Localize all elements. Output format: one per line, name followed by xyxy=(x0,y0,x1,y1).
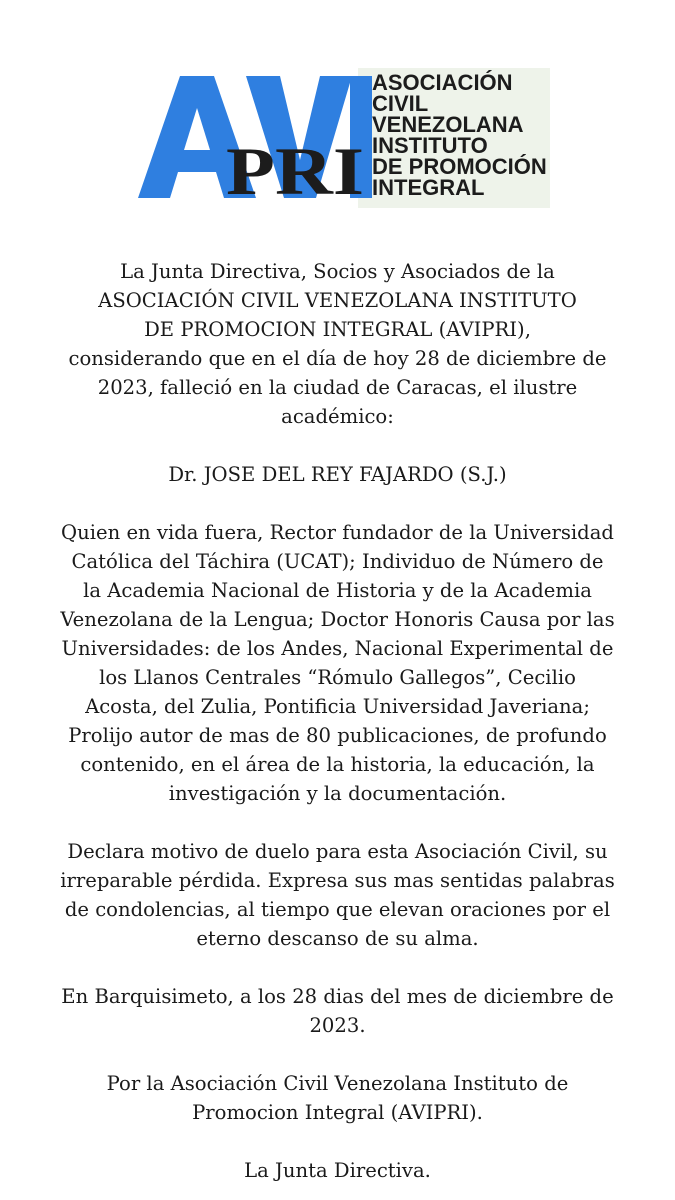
text-line: la Academia Nacional de Historia y de la Academia xyxy=(83,579,592,602)
logo-line: DE PROMOCIÓN xyxy=(372,154,547,179)
signature: La Junta Directiva. xyxy=(244,1159,431,1182)
text-line: de condolencias, al tiempo que elevan oraciones por el xyxy=(64,898,611,921)
text-line: 2023. xyxy=(309,1014,366,1037)
text-line: Por la Asociación Civil Venezolana Instituto de xyxy=(106,1072,569,1095)
text-line: Universidades: de los Andes, Nacional Experimental de xyxy=(61,637,614,660)
text-line: En Barquisimeto, a los 28 dias del mes de diciembre de xyxy=(61,985,614,1008)
text-line: Venezolana de la Lengua; Doctor Honoris Causa por las xyxy=(60,608,615,631)
text-line: los Llanos Centrales “Rómulo Gallegos”, Cecilio xyxy=(99,666,576,689)
place-date-paragraph xyxy=(30,982,645,1040)
text-line: Quien en vida fuera, Rector fundador de la Universidad xyxy=(61,521,614,544)
logo-line: ASOCIACIÓN xyxy=(372,70,513,95)
logo-letters-pri: PRI xyxy=(226,133,364,208)
logo-line: VENEZOLANA xyxy=(372,112,524,137)
avipri-logo xyxy=(138,68,550,208)
text-line: Declara motivo de duelo para esta Asociación Civil, su xyxy=(67,840,608,863)
obituary-statement xyxy=(30,257,645,1185)
text-line: La Junta Directiva, Socios y Asociados de la xyxy=(120,260,555,283)
text-line: DE PROMOCION INTEGRAL (AVIPRI), xyxy=(144,318,531,341)
text-line: eterno descanso de su alma. xyxy=(196,927,479,950)
text-line: contenido, en el área de la historia, la educación, la xyxy=(80,753,595,776)
honoree-name: Dr. JOSE DEL REY FAJARDO (S.J.) xyxy=(168,463,507,486)
logo-line: CIVIL xyxy=(372,91,429,116)
text-line: 2023, falleció en la ciudad de Caracas, el ilustre xyxy=(97,376,578,399)
text-line: Acosta, del Zulia, Pontificia Universidad Javeriana; xyxy=(85,695,590,718)
logo-line: INTEGRAL xyxy=(372,175,485,200)
signature-intro-paragraph xyxy=(30,1069,645,1127)
logo-line: INSTITUTO xyxy=(372,133,488,158)
declaration-paragraph xyxy=(30,837,645,953)
text-line: ASOCIACIÓN CIVIL VENEZOLANA INSTITUTO xyxy=(98,289,577,312)
text-line: académico: xyxy=(281,405,394,428)
text-line: Promocion Integral (AVIPRI). xyxy=(192,1101,483,1124)
text-line: Católica del Táchira (UCAT); Individuo de Número de xyxy=(71,550,604,573)
text-line: Prolijo autor de mas de 80 publicaciones, de profundo xyxy=(68,724,607,747)
intro-paragraph xyxy=(30,257,645,431)
text-line: investigación y la documentación. xyxy=(168,782,507,805)
text-line: irreparable pérdida. Expresa sus mas sentidas palabras xyxy=(60,869,615,892)
text-line: considerando que en el día de hoy 28 de diciembre de xyxy=(68,347,607,370)
biography-paragraph xyxy=(30,518,645,808)
